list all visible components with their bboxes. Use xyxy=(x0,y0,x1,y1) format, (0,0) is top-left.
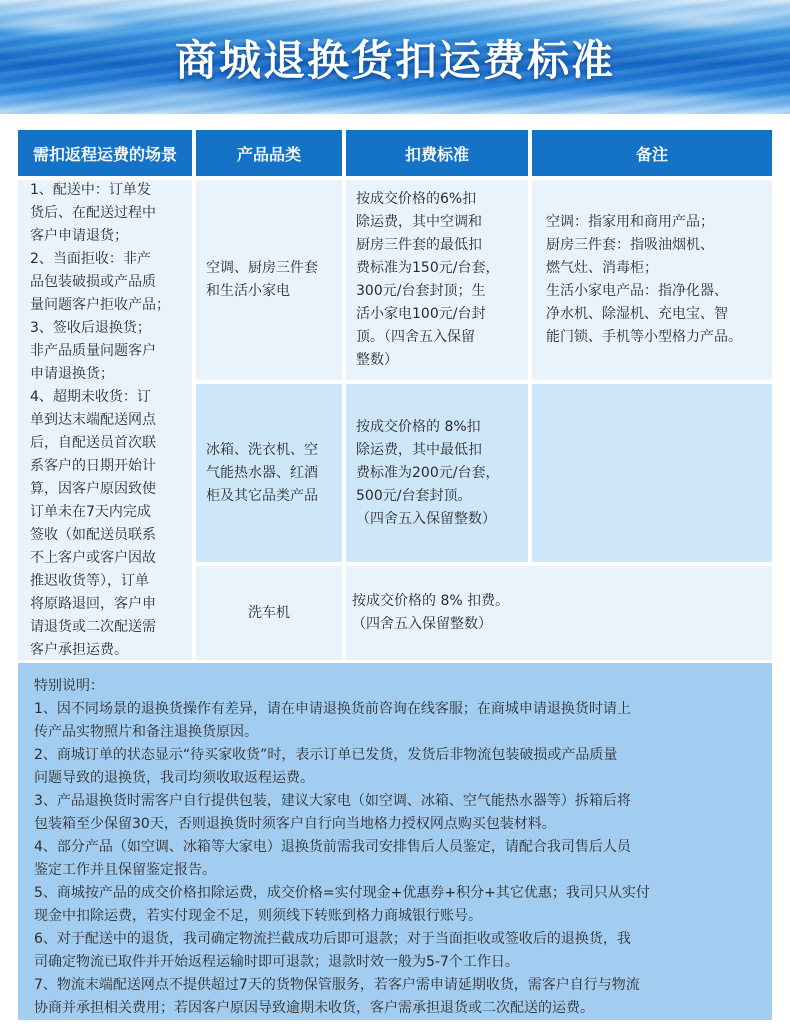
note-cell-2 xyxy=(532,384,772,562)
fee-text-2: 按成交价格的 8%扣 除运费，其中最低扣 费标准为200元/台套， 500元/台套封顶。 （四舍五入保留整数） xyxy=(356,418,500,527)
category-cell-2 xyxy=(196,384,342,562)
header-category: 产品品类 xyxy=(196,130,342,176)
fee-text-1: 按成交价格的6%扣 除运费，其中空调和 厨房三件套的最低扣 费标准为150元/台套， 300元/台套封顶；生 活小家电100元/台封 顶。（四舍五入保留 整数） xyxy=(356,191,500,368)
category-text-1: 空调、厨房三件套 和生活小家电 xyxy=(206,260,318,299)
page-title: 商城退换货扣运费标准 xyxy=(174,36,615,85)
fee-cell-2 xyxy=(346,384,528,562)
fee-text-3: 按成交价格的 8% 扣费。 （四舍五入保留整数） xyxy=(352,593,510,632)
note-text-1: 空调：指家用和商用产品； 厨房三件套：指吸油烟机、 燃气灶、消毒柜； 生活小家电产品：指净化器、 净水机、除湿机、充电宝、智 能门锁、手机等小型格力产品。 xyxy=(546,214,742,345)
fee-cell-3 xyxy=(346,566,772,660)
scene-cell xyxy=(18,180,192,660)
category-text-2: 冰箱、洗衣机、空 气能热水器、红酒 柜及其它品类产品 xyxy=(206,441,318,504)
category-cell-1 xyxy=(196,180,342,380)
header-scene: 需扣返程运费的场景 xyxy=(18,130,192,176)
category-cell-3 xyxy=(196,566,342,660)
header-fee: 扣费标准 xyxy=(346,130,528,176)
fee-cell-1 xyxy=(346,180,528,380)
category-text-3: 洗车机 xyxy=(248,604,290,621)
header-note: 备注 xyxy=(532,130,772,176)
note-cell-1 xyxy=(532,180,772,380)
scene-text: 1、配送中：订单发 货后、在配送过程中 客户申请退货； 2、当面拒收：非产 品包装破损或产品质 量问题客户拒收产品； 3、签收后退换货； 非产品质量问题客户 申请退换货； 4、超期未收货：订 单到达末端配送网点 后，自配送员首次联 系客户的日期开始计 算，因客户原因致使 订单未在7天内完成 签收（如配送员联系 不上客户或客户因故 推迟收货等），订单 将原路退回，客户申 请退货或二次配送需 客户承担运费。 xyxy=(30,181,170,658)
special-notes: 特别说明： 1、因不同场景的退换货操作有差异，请在申请退换货前咨询在线客服；在商城申请退换货时请上 传产品实物照片和备注退换货原因。 2、商城订单的状态显示“待买家收货”时，表示订单已发货，发货后非物流包装破损或产品质量 问题导致的退换货，我司均须收取返程运费。 3、产品退换货时需客户自行提供包装，建议大家电（如空调、冰箱、空气能热水器等）拆箱后将 包装箱至少保留30天，否则退换货时须客户自行向当地格力授权网点购买包装材料。 4、部分产品（如空调、冰箱等大家电）退换货前需我司安排售后人员鉴定，请配合我司售后人员 鉴定工作并且保留鉴定报告。 5、商城按产品的成交价格扣除运费，成交价格=实付现金+优惠券+积分+其它优惠；我司只从实付 现金中扣除运费，若实付现金不足，则须线下转账到格力商城银行账号。 6、对于配送中的退货，我司确定物流拦截成功后即可退款；对于当面拒收或签收后的退换货，我 司确定物流已取件并开始返程运输时即可退款；退款时效一般为5-7个工作日。 7、物流末端配送网点不提供超过7天的货物保管服务，若客户需申请延期收货，需客户自行与物流 协商并承担相关费用；若因客户原因导致逾期未收货，客户需承担退货或二次配送的运费。 xyxy=(18,663,772,1020)
header-banner xyxy=(0,0,790,114)
